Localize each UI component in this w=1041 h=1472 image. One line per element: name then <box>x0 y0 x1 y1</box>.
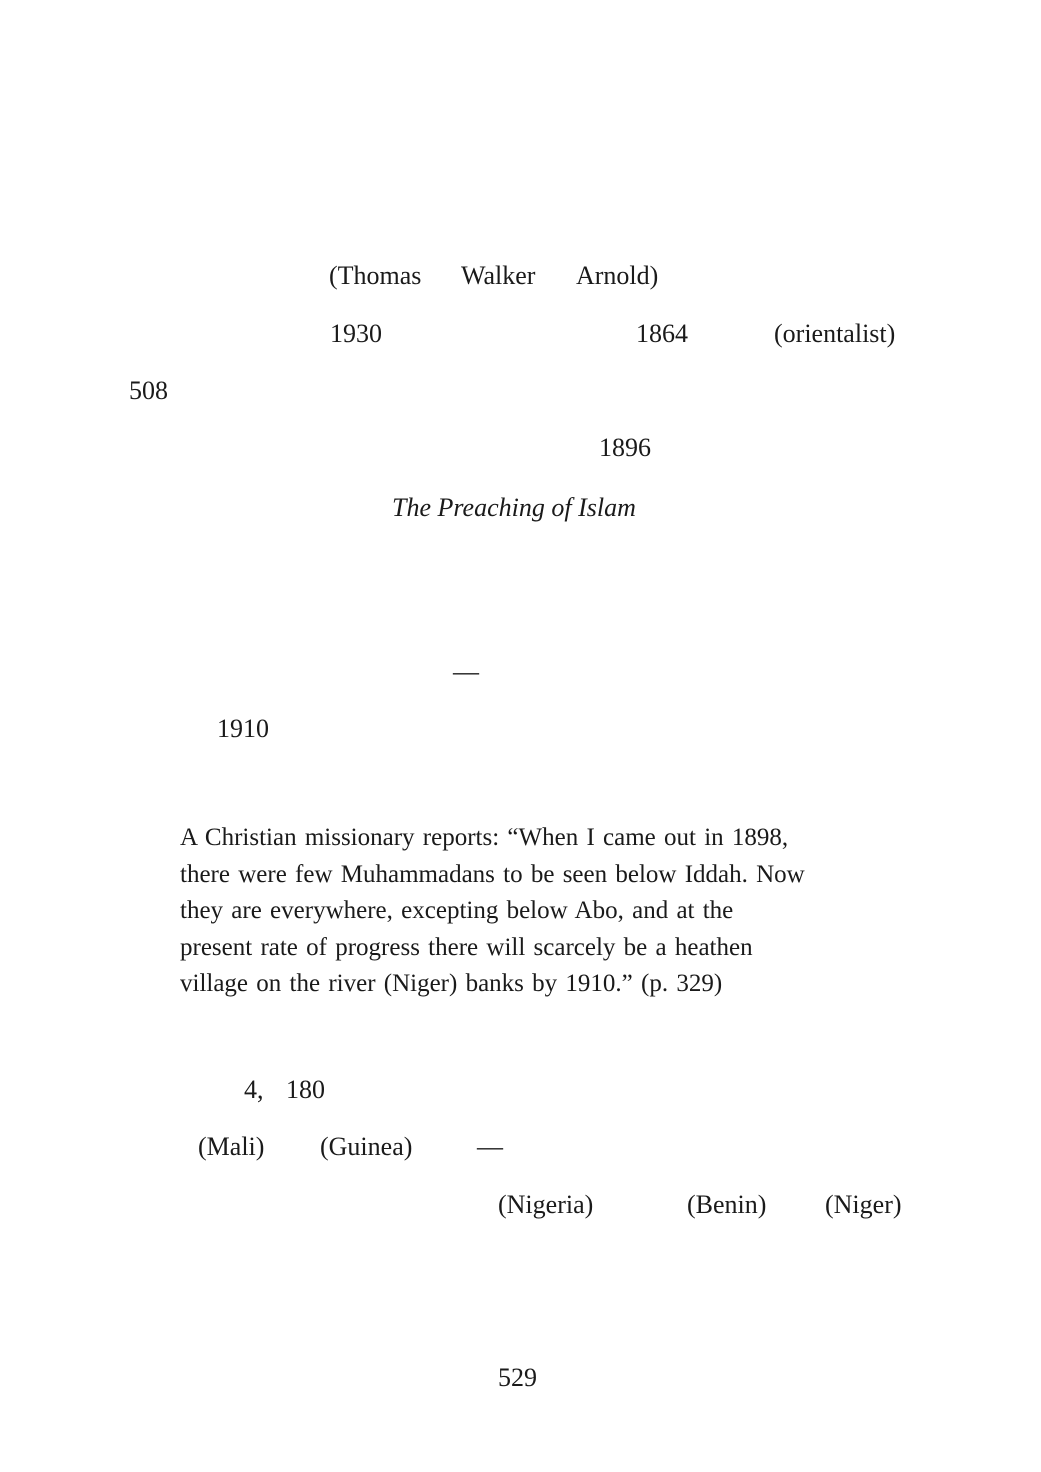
reference-180: 180 <box>286 1075 325 1104</box>
name-thomas: (Thomas <box>329 261 422 290</box>
quote-line: there were few Muhammadans to be seen below Iddah. Now <box>180 860 805 888</box>
name-walker: Walker <box>461 261 536 290</box>
em-dash-2: — <box>477 1132 503 1161</box>
reference-4: 4, <box>244 1075 264 1104</box>
country-guinea: (Guinea) <box>320 1132 413 1161</box>
year-1864: 1864 <box>636 319 688 348</box>
country-benin: (Benin) <box>687 1190 767 1219</box>
year-1930: 1930 <box>330 319 382 348</box>
quote-line: A Christian missionary reports: “When I came out in 1898, <box>180 824 789 851</box>
name-arnold: Arnold) <box>576 261 659 290</box>
orientalist-term: (orientalist) <box>774 319 896 348</box>
country-mali: (Mali) <box>198 1132 265 1161</box>
page-number: 529 <box>498 1363 537 1392</box>
book-title: The Preaching of Islam <box>392 493 636 522</box>
year-1896: 1896 <box>599 433 651 462</box>
number-508: 508 <box>129 376 168 405</box>
country-nigeria: (Nigeria) <box>498 1190 594 1219</box>
quote-line: they are everywhere, excepting below Abo, and at the <box>180 897 734 924</box>
quote-line: present rate of progress there will scarcely be a heathen <box>180 933 753 961</box>
country-niger: (Niger) <box>825 1190 902 1219</box>
year-1910: 1910 <box>217 714 269 743</box>
missionary-quote <box>180 820 880 1003</box>
quote-line: village on the river (Niger) banks by 1910.” (p. 329) <box>180 970 723 997</box>
em-dash-1: — <box>453 657 479 686</box>
